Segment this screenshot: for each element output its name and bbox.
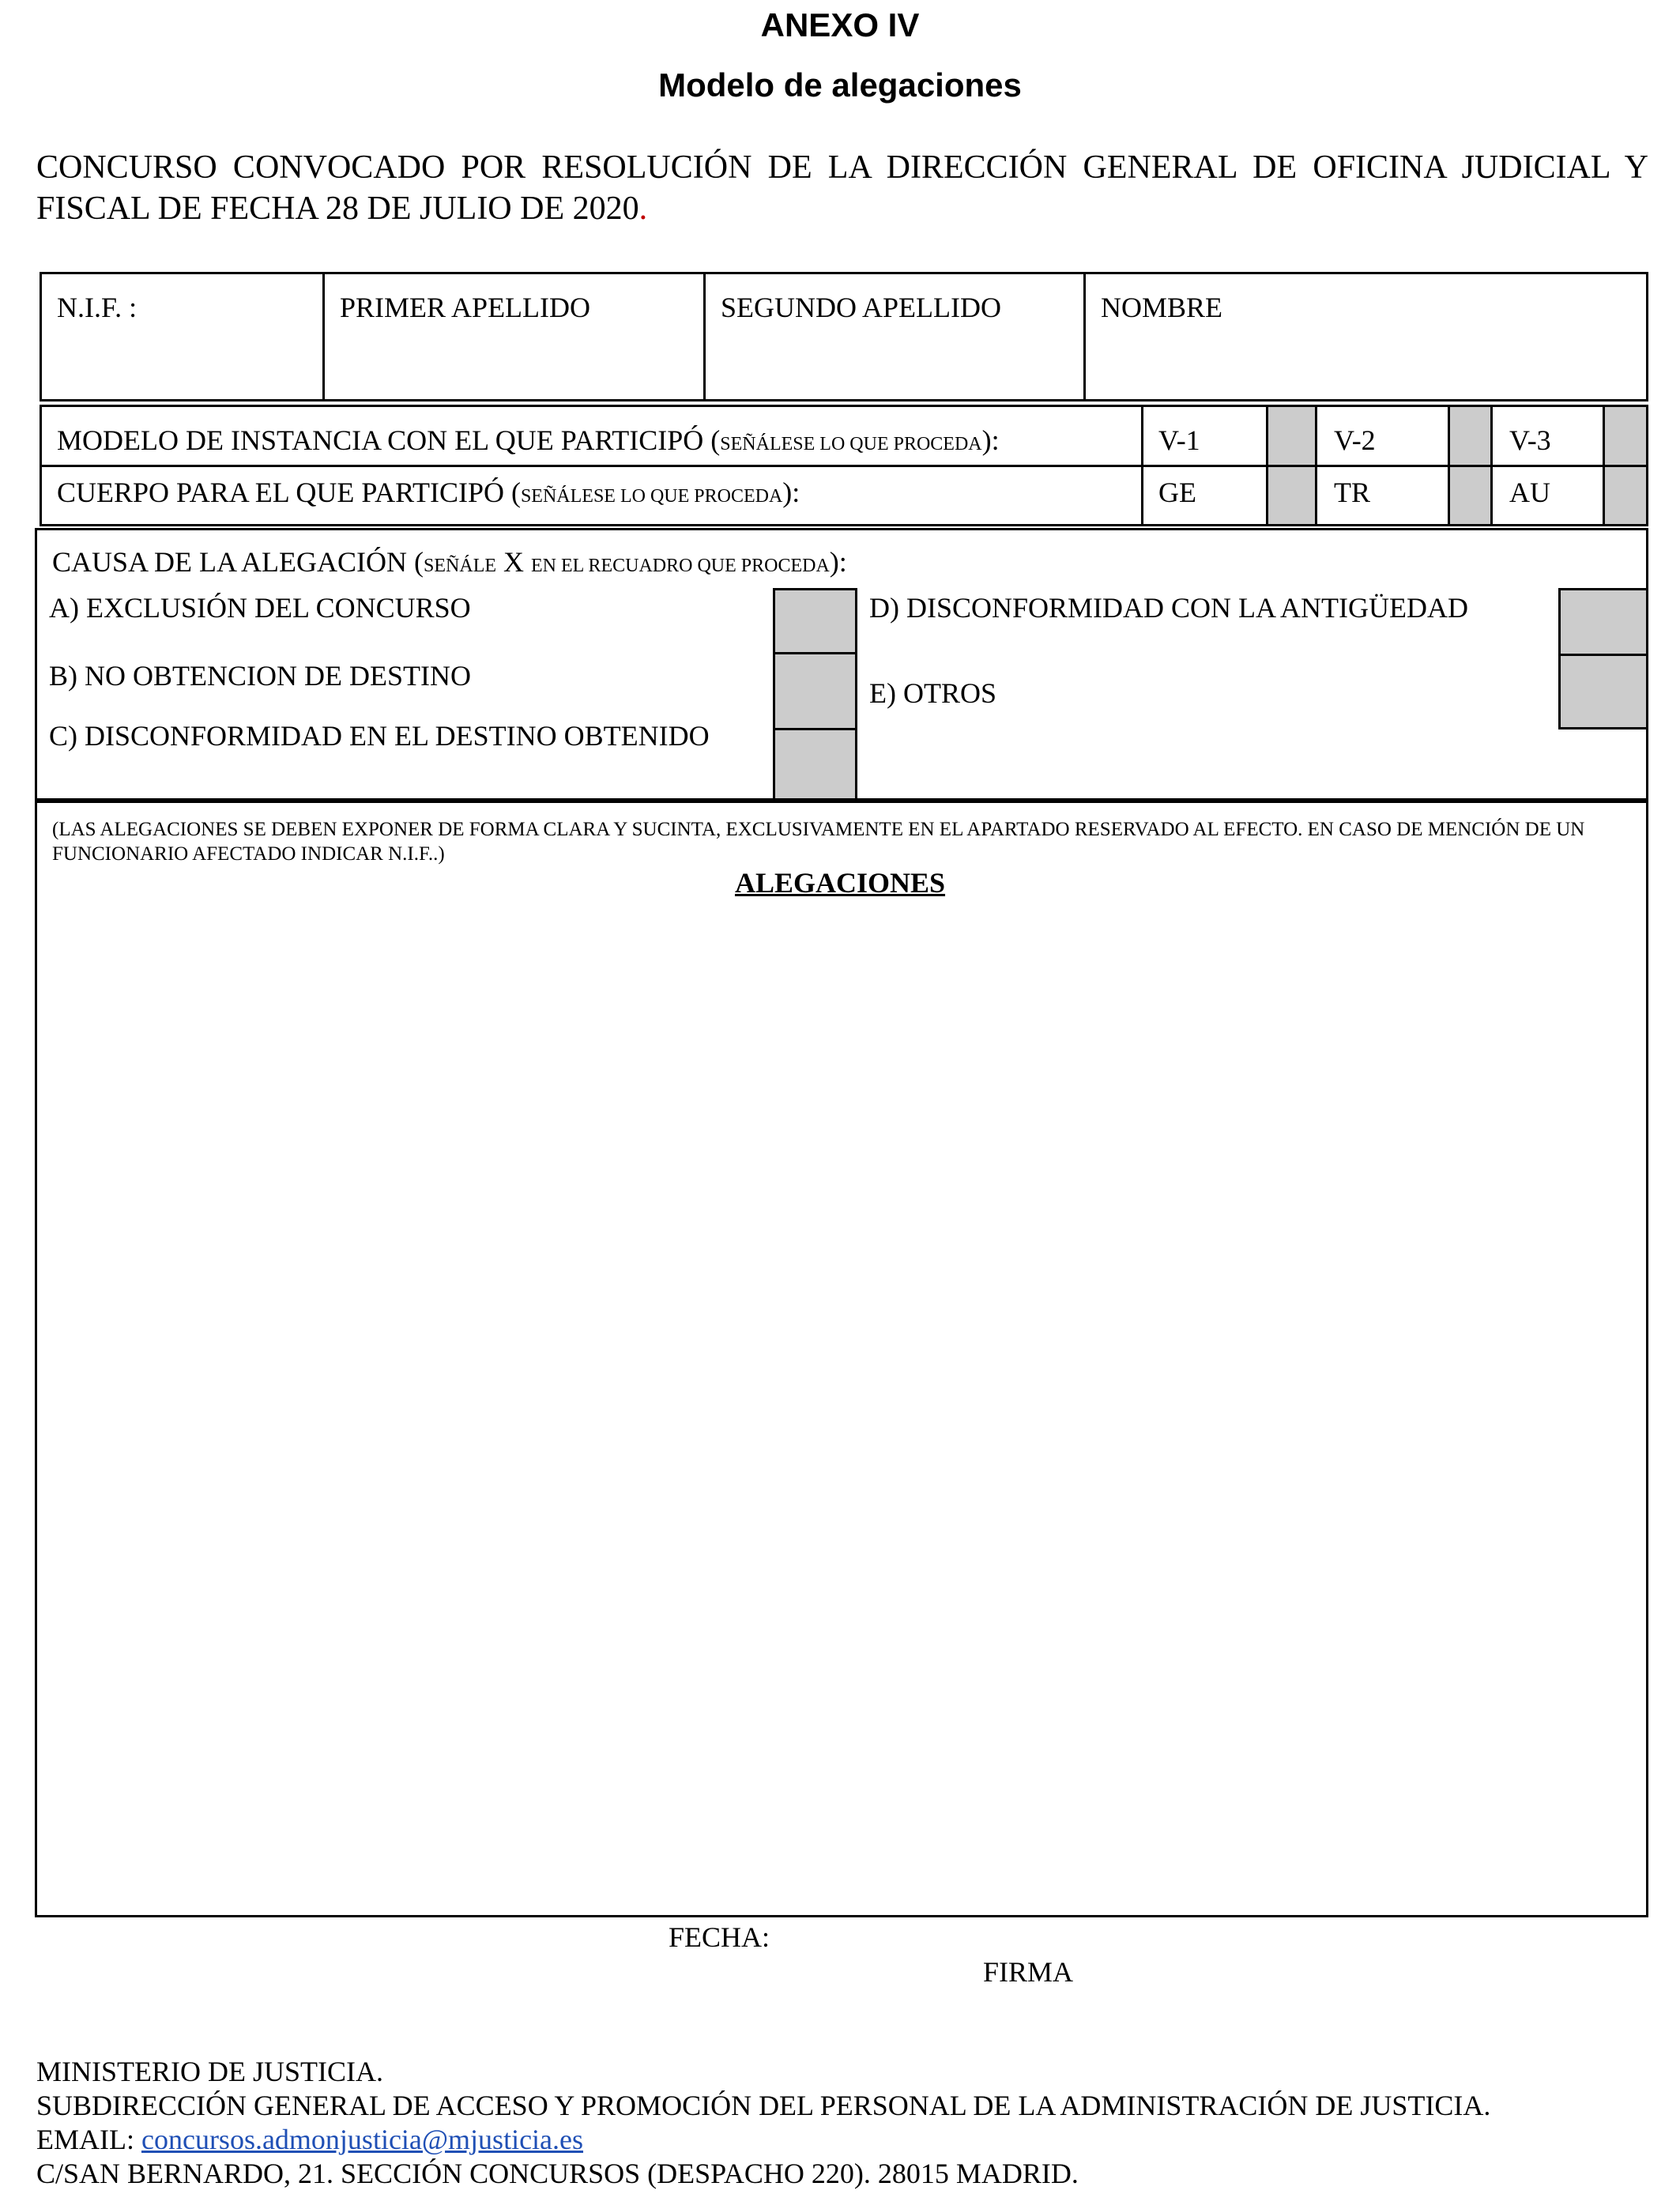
model-label: MODELO DE INSTANCIA CON EL QUE PARTICIPÓ (SEÑÁLESE LO QUE PROCEDA):	[57, 424, 1000, 456]
cause-option-b: B) NO OBTENCION DE DESTINO	[49, 660, 471, 692]
intro-text: CONCURSO CONVOCADO POR RESOLUCIÓN DE LA DIRECCIÓN GENERAL DE OFICINA JUDICIAL Y FISCAL DE FECHA 28 DE JULIO DE 2020	[36, 149, 1648, 227]
allegations-box[interactable]	[35, 801, 1648, 1917]
annex-title: ANEXO IV	[760, 6, 920, 43]
option-ge-label: GE	[1158, 477, 1196, 508]
checkbox-tr[interactable]	[1448, 465, 1493, 526]
checkbox-v1[interactable]	[1266, 405, 1317, 467]
footer-email-link[interactable]: concursos.admonjusticia@mjusticia.es	[141, 2124, 584, 2155]
checkbox-cause-d[interactable]	[1558, 588, 1648, 656]
name-label: NOMBRE	[1101, 292, 1223, 323]
cause-option-e: E) OTROS	[869, 677, 996, 709]
form-title: Modelo de alegaciones	[658, 66, 1022, 104]
second-surname-label: SEGUNDO APELLIDO	[721, 292, 1001, 323]
signature-label: FIRMA	[983, 1956, 1074, 1988]
footer-ministry: MINISTERIO DE JUSTICIA.	[36, 2056, 383, 2087]
date-label: FECHA:	[669, 1921, 770, 1953]
cause-option-a: A) EXCLUSIÓN DEL CONCURSO	[49, 592, 471, 624]
intro-paragraph	[36, 147, 1648, 229]
checkbox-cause-a[interactable]	[773, 588, 857, 654]
option-v2-label: V-2	[1334, 424, 1376, 456]
checkbox-ge[interactable]	[1266, 465, 1317, 526]
first-surname-label: PRIMER APELLIDO	[340, 292, 591, 323]
footer	[36, 2055, 1490, 2191]
body-note: SEÑÁLESE LO QUE PROCEDA	[520, 486, 783, 507]
cause-option-c: C) DISCONFORMIDAD EN EL DESTINO OBTENIDO	[49, 720, 710, 752]
option-tr-label: TR	[1334, 477, 1371, 508]
option-v3-label: V-3	[1509, 424, 1551, 456]
footer-email-line	[36, 2123, 1490, 2157]
allegations-note: (LAS ALEGACIONES SE DEBEN EXPONER DE FORMA CLARA Y SUCINTA, EXCLUSIVAMENTE EN EL APARTADO RESERVADO AL EFECTO. EN CASO DE MENCIÓN DE UN FUNCIONARIO AFECTADO INDICAR N.I.F..)	[52, 819, 1585, 865]
footer-email-label: EMAIL:	[36, 2124, 141, 2155]
intro-period: .	[638, 190, 648, 227]
option-v1-label: V-1	[1158, 424, 1200, 456]
footer-address: C/SAN BERNARDO, 21. SECCIÓN CONCURSOS (DESPACHO 220). 28015 MADRID.	[36, 2158, 1079, 2189]
body-label: CUERPO PARA EL QUE PARTICIPÓ (SEÑÁLESE LO QUE PROCEDA):	[57, 477, 800, 508]
footer-subdirectorate: SUBDIRECCIÓN GENERAL DE ACCESO Y PROMOCIÓN DEL PERSONAL DE LA ADMINISTRACIÓN DE JUSTICIA.	[36, 2090, 1491, 2121]
checkbox-cause-e[interactable]	[1558, 654, 1648, 729]
cause-label: CAUSA DE LA ALEGACIÓN (SEÑÁLE X EN EL RECUADRO QUE PROCEDA):	[52, 546, 847, 578]
nif-label: N.I.F. :	[57, 292, 137, 323]
checkbox-cause-b[interactable]	[773, 652, 857, 730]
checkbox-au[interactable]	[1603, 465, 1648, 526]
option-au-label: AU	[1509, 477, 1550, 508]
allegations-title: ALEGACIONES	[734, 867, 946, 899]
checkbox-v2[interactable]	[1448, 405, 1493, 467]
model-note: SEÑÁLESE LO QUE PROCEDA	[720, 434, 982, 454]
checkbox-v3[interactable]	[1603, 405, 1648, 467]
cause-option-d: D) DISCONFORMIDAD CON LA ANTIGÜEDAD	[869, 592, 1469, 624]
checkbox-cause-c[interactable]	[773, 728, 857, 801]
